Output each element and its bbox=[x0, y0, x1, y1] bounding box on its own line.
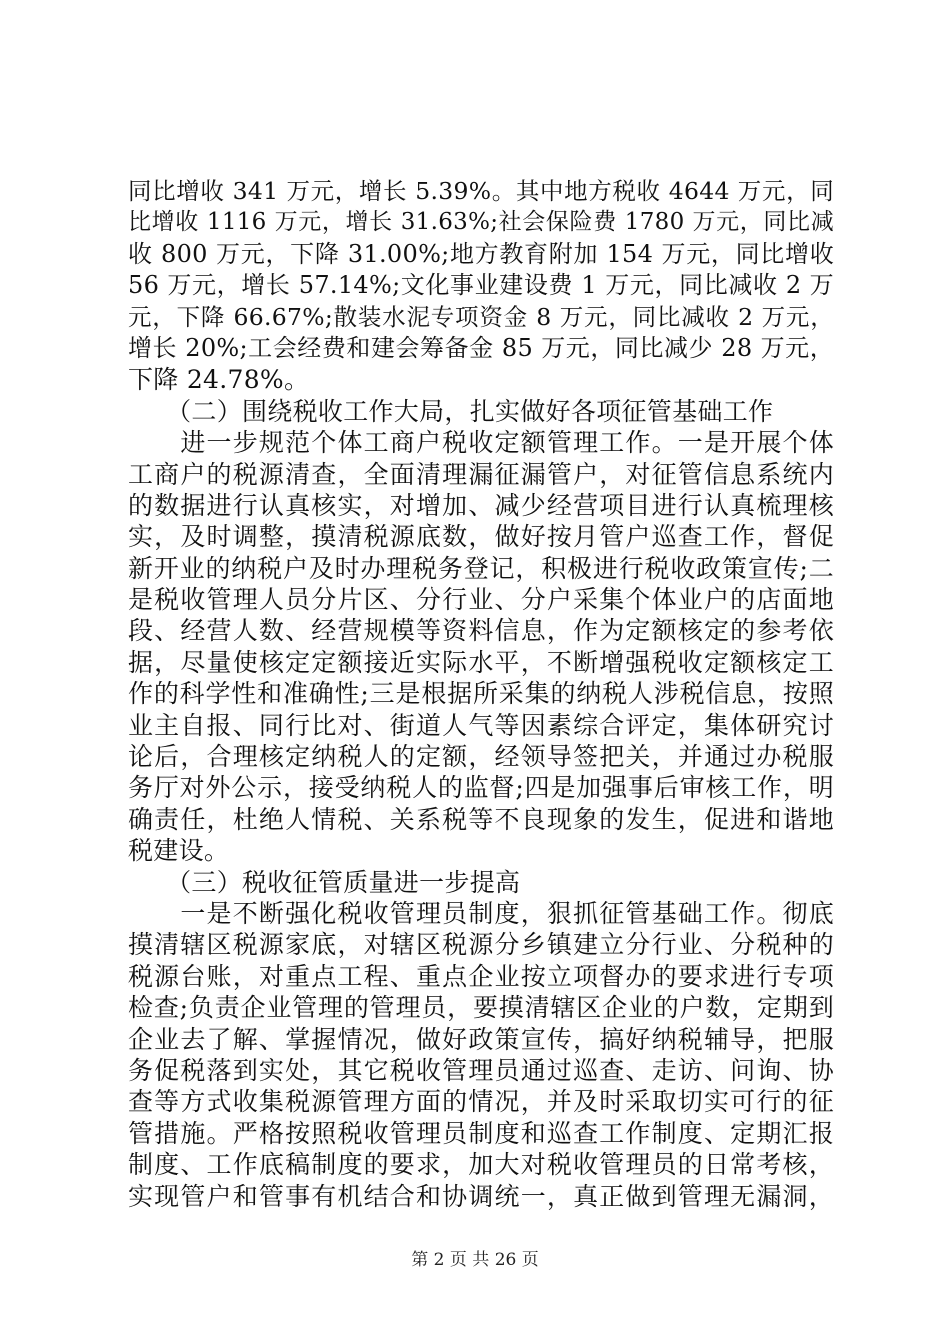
text-line: 实现管户和管事有机结合和协调统一，真正做到管理无漏洞， bbox=[128, 1181, 834, 1211]
page-number-footer: 第 2 页 共 26 页 bbox=[411, 1250, 539, 1270]
text-line: 56 万元，增长 57.14%;文化事业建设费 1 万元，同比减收 2 万 bbox=[128, 271, 834, 300]
text-line: 工商户的税源清查，全面清理漏征漏管户，对征管信息系统内 bbox=[128, 459, 834, 489]
text-line: 务促税落到实处，其它税收管理员通过巡查、走访、问询、协 bbox=[128, 1055, 834, 1085]
text-line: 同比增收 341 万元，增长 5.39%。其中地方税收 4644 万元，同 bbox=[128, 177, 834, 205]
text-line: 收 800 万元，下降 31.00%;地方教育附加 154 万元，同比增收 bbox=[128, 239, 834, 268]
text-line: 进一步规范个体工商户税收定额管理工作。一是开展个体 bbox=[128, 428, 834, 458]
text-line: 确责任，杜绝人情税、关系税等不良现象的发生，促进和谐地 bbox=[128, 804, 834, 834]
text-line: 务厅对外公示，接受纳税人的监督;四是加强事后审核工作，明 bbox=[128, 773, 834, 803]
text-line: 制度、工作底稿制度的要求，加大对税收管理员的日常考核， bbox=[128, 1150, 834, 1180]
text-line: 管措施。严格按照税收管理员制度和巡查工作制度、定期汇报 bbox=[128, 1118, 834, 1148]
text-line: 新开业的纳税户及时办理税务登记，积极进行税收政策宣传;二 bbox=[128, 553, 834, 583]
text-line: 一是不断强化税收管理员制度，狠抓征管基础工作。彻底 bbox=[128, 898, 834, 928]
text-line: 税建设。 bbox=[128, 836, 230, 866]
section-heading: （二）围绕税收工作大局，扎实做好各项征管基础工作 bbox=[128, 396, 774, 426]
section-heading: （三）税收征管质量进一步提高 bbox=[128, 867, 521, 897]
document-body bbox=[128, 176, 834, 1212]
text-line: 业主自报、同行比对、街道人气等因素综合评定，集体研究讨 bbox=[128, 710, 834, 740]
text-line: 摸清辖区税源家底，对辖区税源分乡镇建立分行业、分税种的 bbox=[128, 930, 834, 960]
text-line: 元，下降 66.67%;散装水泥专项资金 8 万元，同比减收 2 万元， bbox=[128, 302, 834, 331]
text-line: 查等方式收集税源管理方面的情况，并及时采取切实可行的征 bbox=[128, 1087, 834, 1117]
text-line: 作的科学性和准确性;三是根据所采集的纳税人涉税信息，按照 bbox=[128, 679, 834, 709]
text-line: 增长 20%;工会经费和建会筹备金 85 万元，同比减少 28 万元， bbox=[128, 333, 834, 362]
text-line: 段、经营人数、经营规模等资料信息，作为定额核定的参考依 bbox=[128, 616, 834, 646]
text-line: 企业去了解、掌握情况，做好政策宣传，搞好纳税辅导，把服 bbox=[128, 1024, 834, 1054]
text-line: 比增收 1116 万元，增长 31.63%;社会保险费 1780 万元，同比减 bbox=[128, 209, 834, 236]
text-line: 是税收管理人员分片区、分行业、分户采集个体业户的店面地 bbox=[128, 585, 834, 615]
text-line: 检查;负责企业管理的管理员，要摸清辖区企业的户数，定期到 bbox=[128, 993, 834, 1023]
text-line: 据，尽量使核定定额接近实际水平，不断增强税收定额核定工 bbox=[128, 647, 834, 677]
text-line: 下降 24.78%。 bbox=[128, 365, 310, 395]
text-line: 实，及时调整，摸清税源底数，做好按月管户巡查工作，督促 bbox=[128, 522, 834, 552]
text-line: 税源台账，对重点工程、重点企业按立项督办的要求进行专项 bbox=[128, 961, 834, 991]
text-line: 论后，合理核定纳税人的定额，经领导签把关，并通过办税服 bbox=[128, 742, 834, 772]
text-line: 的数据进行认真核实，对增加、减少经营项目进行认真梳理核 bbox=[128, 490, 834, 520]
